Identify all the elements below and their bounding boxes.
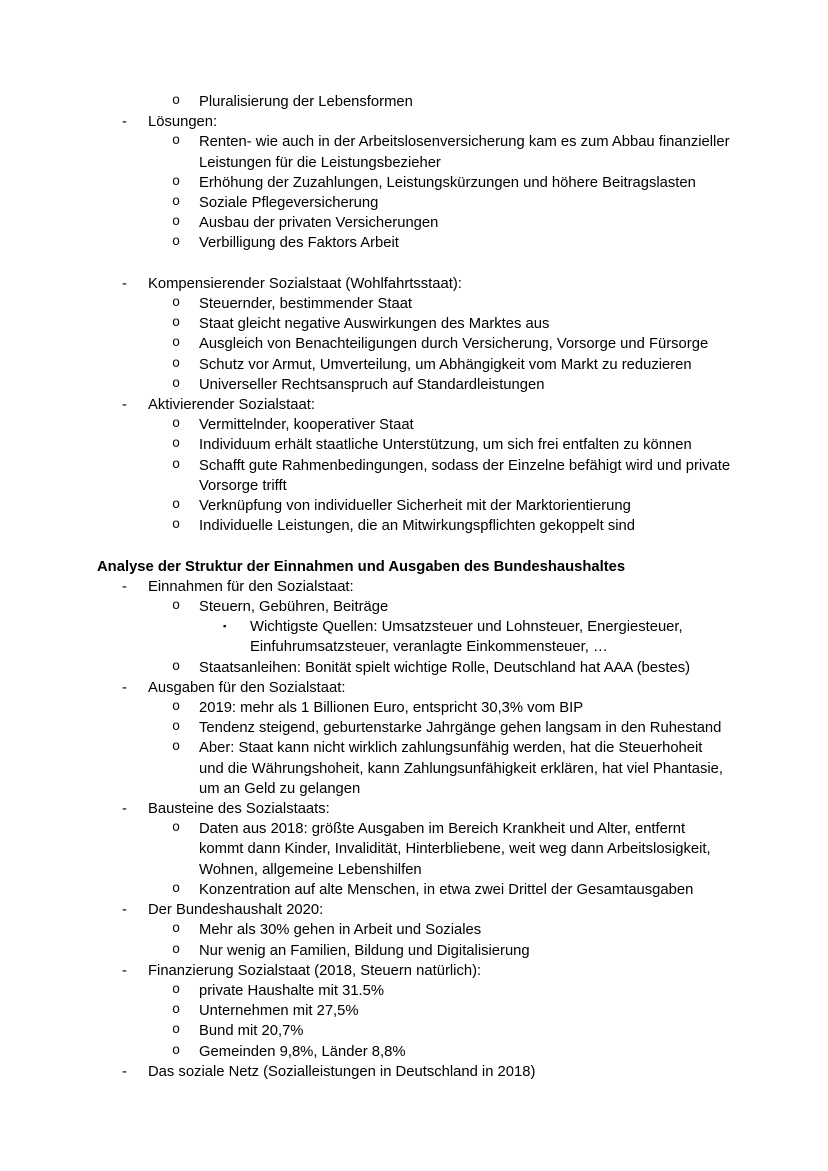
bullet-circle-icon: o	[172, 659, 181, 675]
list-item	[97, 375, 731, 395]
list-item-text: Verbilligung des Faktors Arbeit	[199, 235, 399, 252]
bullet-dash-icon: -	[122, 578, 127, 595]
list-item-text: Nur wenig an Familien, Bildung und Digitalisierung	[199, 942, 530, 959]
list-item	[97, 1021, 731, 1041]
list-item-text: Verknüpfung von individueller Sicherheit mit der Marktorientierung	[199, 498, 631, 515]
list-item	[97, 738, 731, 799]
list-item-text: Universeller Rechtsanspruch auf Standardleistungen	[199, 376, 545, 393]
list-item	[97, 395, 731, 415]
list-item-text: Bausteine des Sozialstaats:	[148, 801, 330, 818]
list-item-text: Erhöhung der Zuzahlungen, Leistungskürzungen und höhere Beitragslasten	[199, 174, 696, 191]
bullet-circle-icon: o	[172, 1043, 181, 1059]
bullet-dash-icon: -	[122, 801, 127, 818]
list-item	[97, 880, 731, 900]
list-item	[97, 941, 731, 961]
list-item	[97, 718, 731, 738]
bullet-circle-icon: o	[172, 174, 181, 190]
list-item-text: Kompensierender Sozialstaat (Wohlfahrtsstaat):	[148, 275, 462, 292]
bullet-dash-icon: -	[122, 397, 127, 414]
bullet-circle-icon: o	[172, 417, 181, 433]
list-item	[97, 698, 731, 718]
blank-line	[97, 254, 731, 274]
list-item	[97, 961, 731, 981]
list-item-text: Finanzierung Sozialstaat (2018, Steuern natürlich):	[148, 962, 482, 979]
list-item-text: Daten aus 2018: größte Ausgaben im Bereich Krankheit und Alter, entfernt kommt dann Kinder, Invalidität, Hinterbliebene, weit weg dann Arbeitslosigkeit, Wohnen, allgemeine Lebenshilfen	[199, 821, 711, 878]
list-item-text: Schutz vor Armut, Umverteilung, um Abhängigkeit vom Markt zu reduzieren	[199, 356, 692, 373]
bullet-circle-icon: o	[172, 599, 181, 615]
list-item-text: Ausbau der privaten Versicherungen	[199, 215, 439, 232]
list-item-text: Aktivierender Sozialstaat:	[148, 397, 315, 414]
list-item-text: Individuelle Leistungen, die an Mitwirkungspflichten gekoppelt sind	[199, 518, 635, 535]
bullet-circle-icon: o	[172, 1023, 181, 1039]
list-item-text: Der Bundeshaushalt 2020:	[148, 902, 324, 919]
bullet-dash-icon: -	[122, 962, 127, 979]
list-item	[97, 233, 731, 253]
bullet-circle-icon: o	[172, 437, 181, 453]
list-item-text: Renten- wie auch in der Arbeitslosenversicherung kam es zum Abbau finanzieller Leistungen für die Leistungsbezieher	[199, 134, 730, 171]
list-item	[97, 294, 731, 314]
bullet-circle-icon: o	[172, 296, 181, 312]
bullet-circle-icon: o	[172, 457, 181, 473]
bullet-circle-icon: o	[172, 356, 181, 372]
bullet-circle-icon: o	[172, 942, 181, 958]
list-item	[97, 1042, 731, 1062]
list-item	[97, 900, 731, 920]
bullet-circle-icon: o	[172, 336, 181, 352]
list-item-text: Bund mit 20,7%	[199, 1023, 304, 1040]
list-item-text: Steuern, Gebühren, Beiträge	[199, 599, 389, 616]
bullet-circle-icon: o	[172, 316, 181, 332]
list-item-text: Ausgaben für den Sozialstaat:	[148, 679, 346, 696]
list-item-text: Schafft gute Rahmenbedingungen, sodass der Einzelne befähigt wird und private Vorsorge trifft	[199, 457, 731, 494]
list-item-text: Steuernder, bestimmender Staat	[199, 296, 413, 313]
list-item	[97, 314, 731, 334]
list-item-text: Einnahmen für den Sozialstaat:	[148, 578, 354, 595]
list-item-text: Pluralisierung der Lebensformen	[199, 94, 413, 110]
list-item	[97, 658, 731, 678]
list-item	[97, 355, 731, 375]
list-item-text: Konzentration auf alte Menschen, in etwa zwei Drittel der Gesamtausgaben	[199, 881, 694, 898]
list-item	[97, 92, 731, 112]
bullet-circle-icon: o	[172, 720, 181, 736]
bullet-dash-icon: -	[122, 902, 127, 919]
bullet-circle-icon: o	[172, 94, 181, 109]
bullet-dash-icon: -	[122, 275, 127, 292]
list-item	[97, 799, 731, 819]
bullet-circle-icon: o	[172, 982, 181, 998]
bullet-circle-icon: o	[172, 881, 181, 897]
bullet-circle-icon: o	[172, 740, 181, 756]
bullet-dash-icon: -	[122, 114, 127, 131]
list-item-text: Das soziale Netz (Sozialleistungen in Deutschland in 2018)	[148, 1063, 536, 1080]
list-item	[97, 516, 731, 536]
blank-line	[97, 536, 731, 556]
bullet-circle-icon: o	[172, 498, 181, 514]
list-item-text: Lösungen:	[148, 114, 218, 131]
list-item	[97, 1062, 731, 1082]
list-item	[97, 456, 731, 496]
list-item	[97, 193, 731, 213]
list-item-text: Soziale Pflegeversicherung	[199, 195, 379, 212]
list-item-text: Individuum erhält staatliche Unterstützung, um sich frei entfalten zu können	[199, 437, 692, 454]
list-item	[97, 981, 731, 1001]
list-item	[97, 334, 731, 354]
list-item-text: Staatsanleihen: Bonität spielt wichtige Rolle, Deutschland hat AAA (bestes)	[199, 659, 691, 676]
bullet-circle-icon: o	[172, 235, 181, 251]
list-item	[97, 819, 731, 880]
list-item	[97, 920, 731, 940]
list-item-text: Vermittelnder, kooperativer Staat	[199, 417, 414, 434]
bullet-circle-icon: o	[172, 700, 181, 716]
bullet-square-icon: ▪	[223, 621, 227, 633]
bullet-circle-icon: o	[172, 922, 181, 938]
list-item-text: Unternehmen mit 27,5%	[199, 1003, 359, 1020]
bullet-circle-icon: o	[172, 821, 181, 837]
list-item-text: Staat gleicht negative Auswirkungen des Marktes aus	[199, 316, 550, 333]
list-item	[97, 577, 731, 597]
list-item-text: Ausgleich von Benachteiligungen durch Versicherung, Vorsorge und Fürsorge	[199, 336, 709, 353]
section-heading: Analyse der Struktur der Einnahmen und Ausgaben des Bundeshaushaltes	[97, 558, 626, 575]
list-item-text: Wichtigste Quellen: Umsatzsteuer und Lohnsteuer, Energiesteuer, Einfuhrumsatzsteuer, veranlagte Einkommensteuer, …	[250, 619, 683, 656]
list-item	[97, 274, 731, 294]
bullet-circle-icon: o	[172, 1003, 181, 1019]
list-item	[97, 1001, 731, 1021]
list-item	[97, 213, 731, 233]
list-item-text: Tendenz steigend, geburtenstarke Jahrgänge gehen langsam in den Ruhestand	[199, 720, 722, 737]
bullet-circle-icon: o	[172, 215, 181, 231]
list-item	[97, 496, 731, 516]
list-item-text: 2019: mehr als 1 Billionen Euro, entspricht 30,3% vom BIP	[199, 700, 584, 717]
bullet-circle-icon: o	[172, 518, 181, 534]
list-item-text: Mehr als 30% gehen in Arbeit und Soziales	[199, 922, 482, 939]
list-item-text: Gemeinden 9,8%, Länder 8,8%	[199, 1043, 406, 1060]
bullet-circle-icon: o	[172, 195, 181, 211]
bullet-circle-icon: o	[172, 376, 181, 392]
list-item	[97, 173, 731, 193]
list-item-text: private Haushalte mit 31.5%	[199, 982, 385, 999]
list-item	[97, 112, 731, 132]
bullet-dash-icon: -	[122, 679, 127, 696]
list-item	[97, 597, 731, 617]
list-item	[97, 132, 731, 172]
list-item	[97, 617, 731, 657]
bullet-dash-icon: -	[122, 1063, 127, 1080]
bullet-circle-icon: o	[172, 134, 181, 150]
list-item-text: Aber: Staat kann nicht wirklich zahlungsunfähig werden, hat die Steuerhoheit und die Währungshoheit, kann Zahlungsunfähigkeit erklären, hat viel Phantasie, um an Geld zu gelangen	[199, 740, 723, 797]
list-item	[97, 415, 731, 435]
list-item	[97, 435, 731, 455]
list-item	[97, 678, 731, 698]
